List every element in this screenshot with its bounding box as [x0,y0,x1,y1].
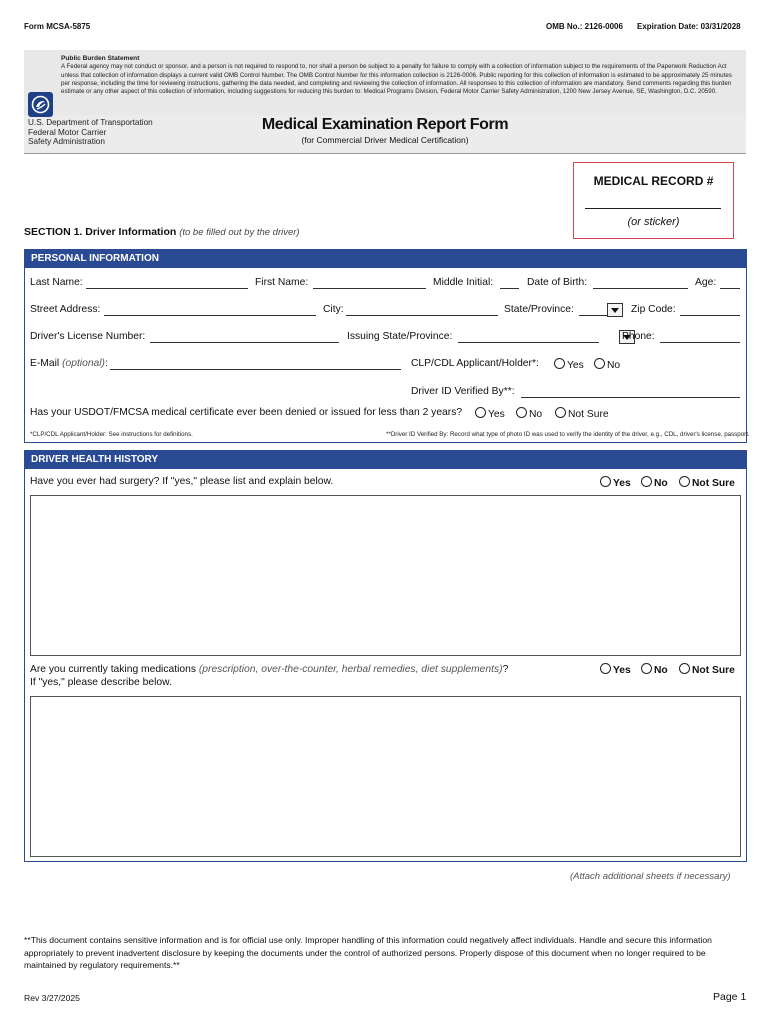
burden-text: A Federal agency may not conduct or sponsor, and a person is not required to respond to, nor shall a person be subject to a penalty for failure to comply with a collection of information subject to the requirements of the Paperwork Reduction Act unless that collection of information displays a current valid OMB Control Number. The OMB Control Number for this information collection is 2126-0006. Public reporting for this collection of information is estimated to be approximately 25 minutes per response, including the time for reviewing instructions, gathering the data needed, and completing and reviewing the collection of information. All responses to this collection of information are mandatory. Send comments regarding this burden estimate or any other aspect of this collection of information, including suggestions for reducing this burden to: Medical Programs Division, Federal Motor Carrier Safety Administration, 1200 New Jersey Avenue, SE, Washington, D.C. 20590. [61,63,732,96]
attach-sheets-note: (Attach additional sheets if necessary) [570,871,731,882]
meds-not-sure-label: Not Sure [692,665,735,676]
zip-code-label: Zip Code: [631,304,676,315]
denied-not-sure-label: Not Sure [568,409,609,420]
state-label: State/Province: [504,304,574,315]
meds-no-option[interactable] [641,663,668,676]
clp-yes-option[interactable] [554,358,584,371]
surgery-yes-option[interactable] [600,476,631,489]
medications-question-2: If "yes," please describe below. [30,677,172,688]
email-label: E-Mail [30,358,60,369]
surgery-not-sure-option[interactable] [679,476,735,489]
clp-yes-label: Yes [567,360,584,371]
section1-heading [24,226,300,238]
denied-not-sure-radio[interactable] [555,407,566,418]
agency-line3: Safety Administration [28,137,105,146]
meds-yes-option[interactable] [600,663,631,676]
state-field[interactable] [579,305,607,316]
medical-record-label: MEDICAL RECORD # [593,174,714,188]
dot-logo-icon [28,92,53,117]
surgery-not-sure-radio[interactable] [679,476,690,487]
denied-not-sure-option[interactable] [555,407,609,420]
personal-information-header: PERSONAL INFORMATION [25,250,746,268]
first-name-field[interactable] [313,278,426,289]
issuing-state-label: Issuing State/Province: [347,331,453,342]
surgery-explanation-textarea[interactable] [30,495,741,656]
email-optional-note: (optional) [62,358,105,369]
denied-question: Has your USDOT/FMCSA medical certificate ever been denied or issued for less than 2 years? [30,407,463,418]
meds-yes-radio[interactable] [600,663,611,674]
email-label-group: E-Mail (optional): [30,358,108,369]
street-address-label: Street Address: [30,304,101,315]
license-number-field[interactable] [150,332,339,343]
meds-not-sure-option[interactable] [679,663,735,676]
email-field[interactable] [110,359,401,370]
city-field[interactable] [346,305,498,316]
page-number: Page 1 [713,991,747,1003]
denied-no-radio[interactable] [516,407,527,418]
dob-label: Date of Birth: [527,277,588,288]
dob-field[interactable] [593,278,688,289]
section1-title: SECTION 1. Driver Information [24,226,177,238]
phone-label: Phone: [622,331,655,342]
license-number-label: Driver's License Number: [30,331,146,342]
sensitive-info-notice: **This document contains sensitive information and is for official use only. Improper handling of this information could negatively affect individuals. Handle and secure this information appropriately to prevent inadvertent disclosure by keeping the documents under the control of authorized persons. Properly dispose of this document when no longer required to be maintained by regulatory requirements.** [24,935,712,971]
surgery-no-radio[interactable] [641,476,652,487]
section1-note: (to be filled out by the driver) [179,227,300,238]
middle-initial-label: Middle Initial: [433,277,494,288]
medications-question-end: ? [502,664,509,675]
last-name-label: Last Name: [30,277,83,288]
form-subtitle: (for Commercial Driver Medical Certification) [301,135,469,145]
driver-id-label: Driver ID Verified By**: [411,386,515,397]
denied-yes-option[interactable] [475,407,505,420]
surgery-no-option[interactable] [641,476,668,489]
medical-record-field[interactable] [585,208,721,209]
meds-yes-label: Yes [613,665,631,676]
age-field[interactable] [720,278,740,289]
expiration-date: Expiration Date: 03/31/2028 [637,22,741,31]
agency-line1: U.S. Department of Transportation [28,118,153,127]
surgery-not-sure-label: Not Sure [692,478,735,489]
surgery-question: Have you ever had surgery? If "yes," please list and explain below. [30,476,334,487]
form-title: Medical Examination Report Form [261,116,509,133]
denied-yes-label: Yes [488,409,505,420]
medications-question [30,664,508,675]
last-name-field[interactable] [86,278,248,289]
phone-field[interactable] [660,332,740,343]
burden-title: Public Burden Statement [61,55,140,62]
meds-no-label: No [654,665,668,676]
surgery-yes-label: Yes [613,478,631,489]
meds-not-sure-radio[interactable] [679,663,690,674]
age-label: Age: [695,277,717,288]
first-name-label: First Name: [255,277,309,288]
driver-id-footnote: **Driver ID Verified By: Record what type of photo ID was used to verify the identity of the driver, e.g., CDL, driver's license, passport. [386,431,750,438]
denied-yes-radio[interactable] [475,407,486,418]
medications-question-text: Are you currently taking medications [30,664,196,675]
clp-footnote: *CLP/CDL Applicant/Holder: See instructions for definitions. [30,431,193,438]
medications-note: (prescription, over-the-counter, herbal remedies, diet supplements) [198,664,503,675]
omb-number: OMB No.: 2126-0006 [546,22,623,31]
zip-code-field[interactable] [680,305,740,316]
clp-no-label: No [607,360,621,371]
surgery-no-label: No [654,478,668,489]
denied-no-label: No [529,409,543,420]
clp-label: CLP/CDL Applicant/Holder*: [411,358,539,369]
middle-initial-field[interactable] [500,278,519,289]
state-dropdown-icon[interactable] [607,303,623,317]
issuing-state-field[interactable] [458,332,599,343]
meds-no-radio[interactable] [641,663,652,674]
surgery-yes-radio[interactable] [600,476,611,487]
denied-no-option[interactable] [516,407,542,420]
driver-id-field[interactable] [521,387,740,398]
city-label: City: [323,304,344,315]
clp-no-option[interactable] [594,358,620,371]
street-address-field[interactable] [104,305,316,316]
clp-no-radio[interactable] [594,358,605,369]
medical-record-sticker-note: (or sticker) [627,216,680,228]
clp-yes-radio[interactable] [554,358,565,369]
medications-description-textarea[interactable] [30,696,741,857]
form-number: Form MCSA-5875 [24,22,91,31]
agency-line2: Federal Motor Carrier [28,127,107,137]
revision-date: Rev 3/27/2025 [24,993,80,1003]
burden-statement [61,55,741,96]
driver-health-history-header: DRIVER HEALTH HISTORY [25,451,746,469]
